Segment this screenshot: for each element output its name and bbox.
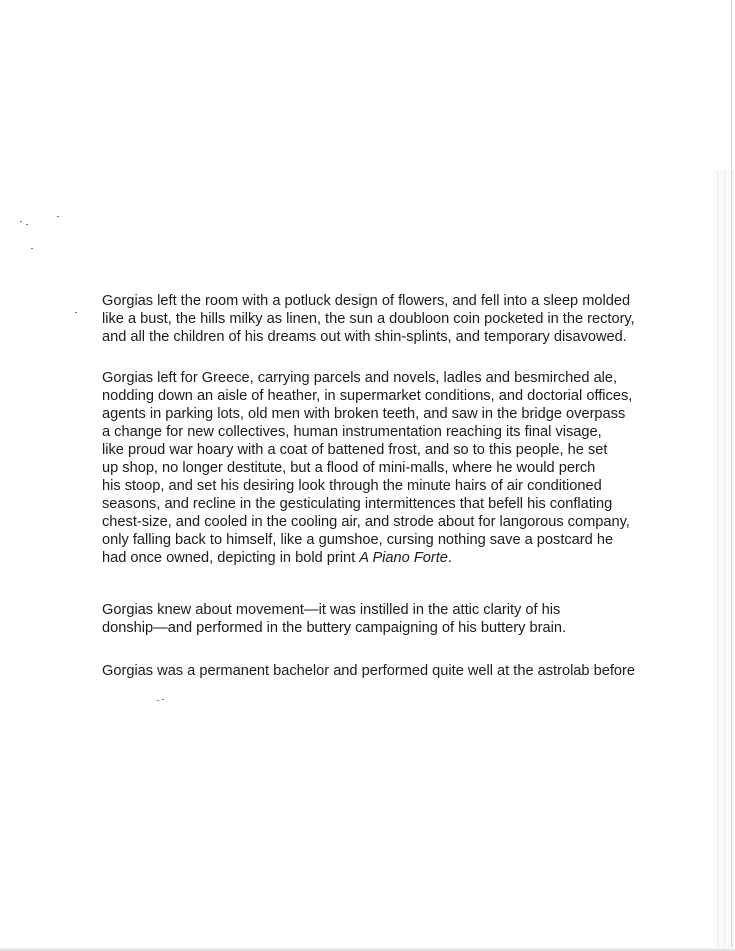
text-plain: . <box>447 550 452 566</box>
paragraph-3 <box>102 601 642 637</box>
text-line: only falling back to himself, like a gumshoe, cursing nothing save a postcard he <box>102 532 614 548</box>
text-line: Gorgias was a permanent bachelor and performed quite well at the astrolab before <box>102 663 635 679</box>
scan-speck <box>26 224 28 225</box>
paragraph-2 <box>102 369 642 567</box>
text-line: a change for new collectives, human instrumentation reaching its final visage, <box>102 424 602 440</box>
scan-speck <box>20 221 22 222</box>
scan-speck <box>162 699 164 700</box>
scan-speck <box>31 248 33 249</box>
text-line: his stoop, and set his desiring look through the minute hairs of air conditioned <box>102 478 602 494</box>
paragraph-4 <box>102 662 642 680</box>
text-line-final <box>102 549 642 567</box>
scan-edge-line <box>731 0 732 951</box>
scan-speck <box>57 216 59 217</box>
text-line: Gorgias knew about movement—it was instilled in the attic clarity of his <box>102 602 561 618</box>
text-line: up shop, no longer destitute, but a flood of mini-malls, where he would perch <box>102 460 596 476</box>
text-line: nodding down an aisle of heather, in supermarket conditions, and doctorial offices, <box>102 388 633 404</box>
text-plain: had once owned, depicting in bold print <box>102 550 360 566</box>
scan-speck <box>75 312 77 313</box>
text-line: seasons, and recline in the gesticulating intermittences that befell his conflating <box>102 496 613 512</box>
text-line: Gorgias left for Greece, carrying parcels and novels, ladles and besmirched ale, <box>102 370 618 386</box>
text-line: Gorgias left the room with a potluck design of flowers, and fell into a sleep molded <box>102 293 631 309</box>
italic-title: A Piano Forte <box>359 550 448 566</box>
scan-bottom-edge <box>0 947 735 951</box>
paragraph-1 <box>102 292 642 346</box>
text-line: and all the children of his dreams out with shin-splints, and temporary disavowed. <box>102 329 627 345</box>
text-line: chest-size, and cooled in the cooling air, and strode about for langorous company, <box>102 514 630 530</box>
scan-speck <box>157 700 159 701</box>
text-line: like proud war hoary with a coat of battened frost, and so to this people, he set <box>102 442 608 458</box>
text-line: donship—and performed in the buttery campaigning of his buttery brain. <box>102 620 567 636</box>
text-line: like a bust, the hills milky as linen, the sun a doubloon coin pocketed in the rectory, <box>102 311 635 327</box>
text-line: agents in parking lots, old men with broken teeth, and saw in the bridge overpass <box>102 406 626 422</box>
